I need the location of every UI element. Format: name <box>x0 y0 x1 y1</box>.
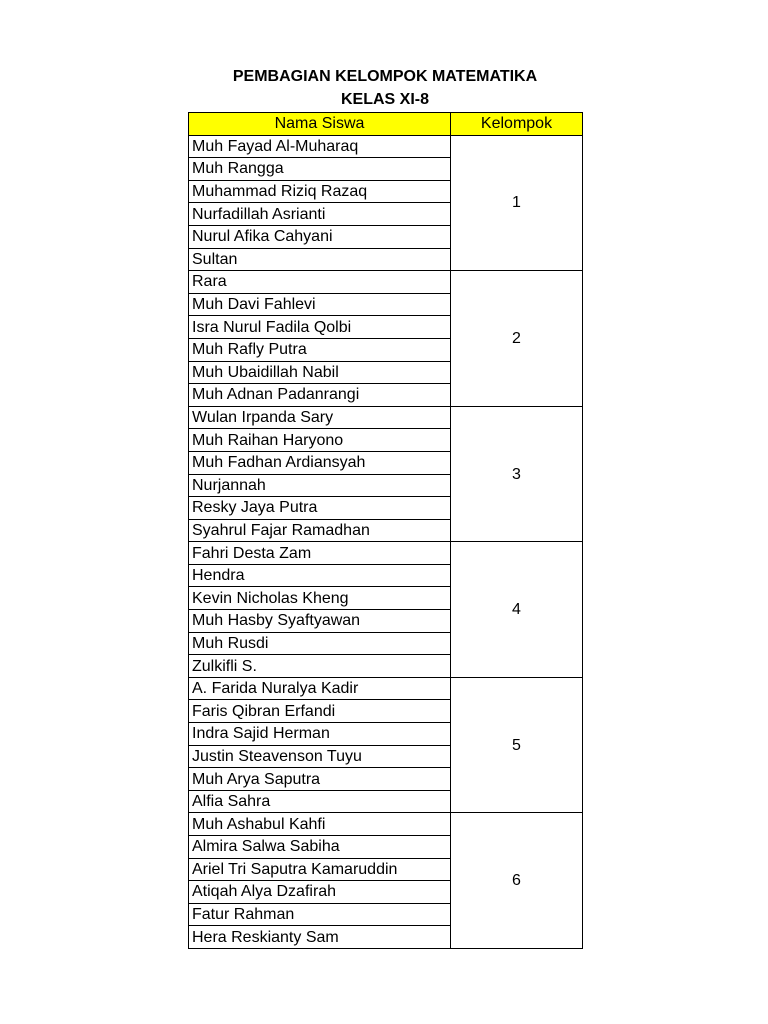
group-number: 1 <box>451 135 583 271</box>
page-title: PEMBAGIAN KELOMPOK MATEMATIKA <box>232 68 538 85</box>
student-name: Muh Fadhan Ardiansyah <box>189 451 451 474</box>
student-name: Hera Reskianty Sam <box>189 926 451 949</box>
group-number: 4 <box>451 542 583 678</box>
group-number: 5 <box>451 677 583 813</box>
student-name: Muh Adnan Padanrangi <box>189 384 451 407</box>
student-name: Indra Sajid Herman <box>189 723 451 746</box>
student-name: Muh Rafly Putra <box>189 338 451 361</box>
student-name: Rara <box>189 271 451 294</box>
group-number: 2 <box>451 271 583 407</box>
student-name: Sultan <box>189 248 451 271</box>
student-name: Zulkifli S. <box>189 655 451 678</box>
student-name: Kevin Nicholas Kheng <box>189 587 451 610</box>
student-name: Muh Raihan Haryono <box>189 429 451 452</box>
student-name: Nurfadillah Asrianti <box>189 203 451 226</box>
student-name: Nurjannah <box>189 474 451 497</box>
student-name: Muh Ubaidillah Nabil <box>189 361 451 384</box>
student-name: Muh Ashabul Kahfi <box>189 813 451 836</box>
student-name: Fahri Desta Zam <box>189 542 451 565</box>
table-body <box>189 135 583 948</box>
table-row <box>189 135 583 158</box>
table-row <box>189 542 583 565</box>
header-group: Kelompok <box>451 113 583 136</box>
student-name: Syahrul Fajar Ramadhan <box>189 519 451 542</box>
student-name: Muh Rangga <box>189 158 451 181</box>
student-name: Muh Fayad Al-Muharaq <box>189 135 451 158</box>
table-header-row <box>189 113 583 136</box>
student-name: Alfia Sahra <box>189 790 451 813</box>
student-name: Justin Steavenson Tuyu <box>189 745 451 768</box>
table-row <box>189 271 583 294</box>
group-table <box>188 112 583 949</box>
student-name: Almira Salwa Sabiha <box>189 836 451 859</box>
student-name: Muh Rusdi <box>189 632 451 655</box>
student-name: Muh Arya Saputra <box>189 768 451 791</box>
student-name: Muhammad Riziq Razaq <box>189 180 451 203</box>
student-name: Nurul Afika Cahyani <box>189 225 451 248</box>
student-name: Resky Jaya Putra <box>189 497 451 520</box>
student-name: Faris Qibran Erfandi <box>189 700 451 723</box>
student-name: Muh Davi Fahlevi <box>189 293 451 316</box>
student-name: Wulan Irpanda Sary <box>189 406 451 429</box>
group-number: 6 <box>451 813 583 949</box>
student-name: Muh Hasby Syaftyawan <box>189 610 451 633</box>
student-name: Isra Nurul Fadila Qolbi <box>189 316 451 339</box>
group-number: 3 <box>451 406 583 542</box>
page-subtitle: KELAS XI-8 <box>340 91 429 108</box>
student-name: A. Farida Nuralya Kadir <box>189 677 451 700</box>
student-name: Atiqah Alya Dzafirah <box>189 881 451 904</box>
student-name: Ariel Tri Saputra Kamaruddin <box>189 858 451 881</box>
table-row <box>189 677 583 700</box>
student-name: Hendra <box>189 564 451 587</box>
student-name: Fatur Rahman <box>189 903 451 926</box>
table-row <box>189 813 583 836</box>
table-row <box>189 406 583 429</box>
header-name: Nama Siswa <box>189 113 451 136</box>
